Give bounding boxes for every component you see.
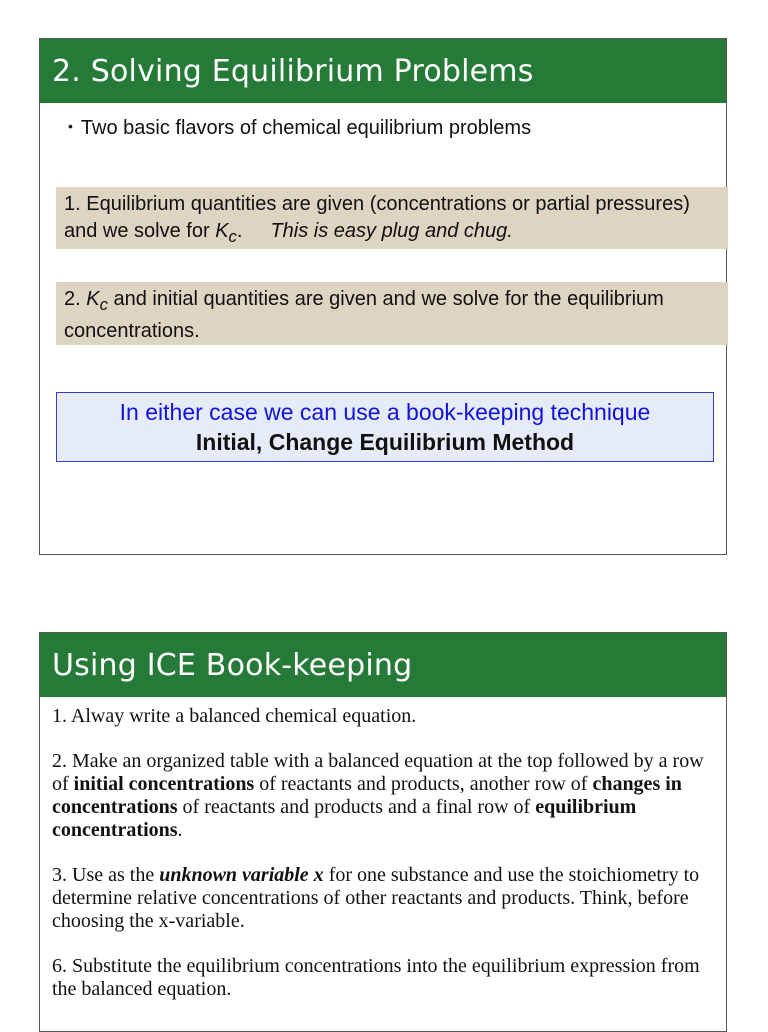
- bullet-text: Two basic flavors of chemical equilibrium problems: [80, 117, 532, 139]
- case-one-note: This is easy plug and chug.: [270, 220, 513, 242]
- ice-method-callout: [56, 392, 714, 462]
- case-two-text: and initial quantities are given and we solve for the equilibrium concentrations.: [64, 288, 664, 342]
- kc-symbol: K: [215, 220, 229, 242]
- slide-solving-equilibrium: [39, 38, 727, 555]
- bullet-item: [68, 117, 531, 140]
- step-2-text: .: [177, 819, 183, 841]
- step-3: [52, 864, 714, 933]
- slide-title: Using ICE Book-keeping: [40, 633, 726, 697]
- kc-subscript: c: [228, 227, 237, 246]
- step-3-variable: unknown variable x: [159, 864, 324, 886]
- case-two-box: [56, 282, 728, 345]
- case-one-period: .: [236, 220, 243, 242]
- step-2-text: of reactants and products, another row of: [254, 773, 593, 795]
- step-2-equilibrium: equilibrium concentrations: [52, 796, 637, 841]
- step-6: 6. Substitute the equilibrium concentrations into the equilibrium expression from the balanced equation.: [52, 955, 700, 1000]
- steps-list: [40, 697, 726, 1001]
- step-2-text: 2. Make an organized table with a balanced equation at the top followed by a row of: [52, 750, 704, 795]
- case-two-number: 2.: [64, 288, 87, 310]
- slide-ice-bookkeeping: [39, 632, 727, 1032]
- case-one-box: [56, 187, 728, 249]
- kc-subscript: c: [99, 295, 108, 314]
- step-2-changes: changes in concentrations: [52, 773, 682, 818]
- step-3-text: 3. Use as the: [52, 864, 160, 886]
- step-2-text: of reactants and products and a final row of: [177, 796, 536, 818]
- case-one-text: 1. Equilibrium quantities are given (concentrations or partial pressures) and we solve for: [64, 193, 690, 242]
- callout-line-1: In either case we can use a book-keeping technique: [119, 399, 651, 425]
- step-2-initial: initial concentrations: [73, 773, 255, 795]
- step-3-text: for one substance and use the stoichiometry to determine relative concentrations of other reactants and products. Think, before choosing the x-variable.: [52, 864, 700, 932]
- slide-title: 2. Solving Equilibrium Problems: [40, 39, 726, 103]
- step-2: [52, 750, 714, 842]
- bullet-icon: •: [68, 118, 73, 134]
- step-1: 1. Alway write a balanced chemical equation.: [52, 705, 417, 727]
- callout-line-2: Initial, Change Equilibrium Method: [195, 429, 575, 455]
- kc-symbol: K: [86, 288, 100, 310]
